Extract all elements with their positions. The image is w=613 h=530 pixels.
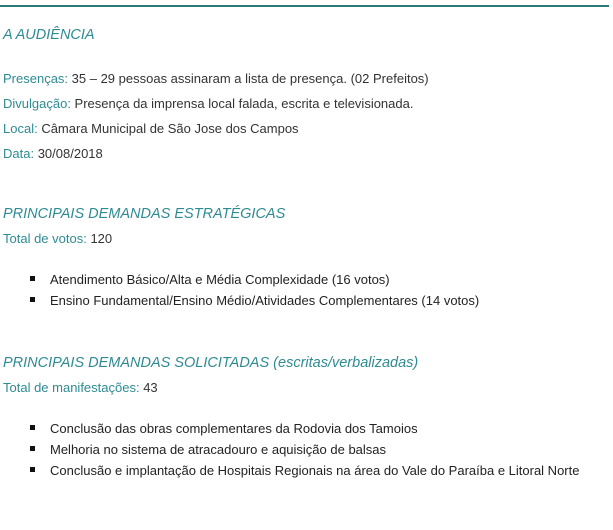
bullet-square-icon — [30, 297, 35, 302]
bullet-square-icon — [30, 425, 35, 430]
top-divider — [0, 5, 609, 7]
section-title-estrategicas: PRINCIPAIS DEMANDAS ESTRATÉGICAS — [3, 206, 286, 222]
total-manifestacoes-label: Total de manifestações: — [3, 380, 140, 395]
local-line — [3, 121, 299, 136]
data-label: Data: — [3, 146, 35, 161]
bullet-square-icon — [30, 276, 35, 281]
solicitadas-list — [3, 418, 600, 481]
local-value: Câmara Municipal de São Jose dos Campos — [37, 121, 299, 136]
bullet-square-icon — [30, 467, 35, 472]
section-title-audiencia: A AUDIÊNCIA — [3, 27, 95, 43]
bullet-square-icon — [30, 446, 35, 451]
estrategicas-list — [3, 269, 600, 311]
data-value: 30/08/2018 — [34, 146, 103, 161]
data-line — [3, 146, 103, 161]
presencas-value: 35 – 29 pessoas assinaram a lista de presença. (02 Prefeitos) — [68, 71, 429, 86]
divulgacao-value: Presença da imprensa local falada, escrita e televisionada. — [70, 96, 414, 111]
total-votos-line — [3, 231, 112, 246]
divulgacao-line — [3, 96, 413, 111]
local-label: Local: — [3, 121, 38, 136]
list-item: Ensino Fundamental/Ensino Médio/Atividades Complementares (14 votos) — [3, 290, 600, 311]
total-manifestacoes-value: 43 — [139, 380, 158, 395]
list-item: Conclusão e implantação de Hospitais Regionais na área do Vale do Paraíba e Litoral Norte — [3, 460, 600, 481]
total-votos-value: 120 — [86, 231, 113, 246]
list-item: Conclusão das obras complementares da Rodovia dos Tamoios — [3, 418, 600, 439]
total-manifestacoes-line — [3, 380, 158, 395]
presencas-label: Presenças: — [3, 71, 69, 86]
divulgacao-label: Divulgação: — [3, 96, 71, 111]
list-item: Atendimento Básico/Alta e Média Complexidade (16 votos) — [3, 269, 600, 290]
total-votos-label: Total de votos: — [3, 231, 87, 246]
presencas-line — [3, 71, 429, 86]
section-title-solicitadas: PRINCIPAIS DEMANDAS SOLICITADAS (escritas/verbalizadas) — [3, 355, 419, 371]
list-item: Melhoria no sistema de atracadouro e aquisição de balsas — [3, 439, 600, 460]
